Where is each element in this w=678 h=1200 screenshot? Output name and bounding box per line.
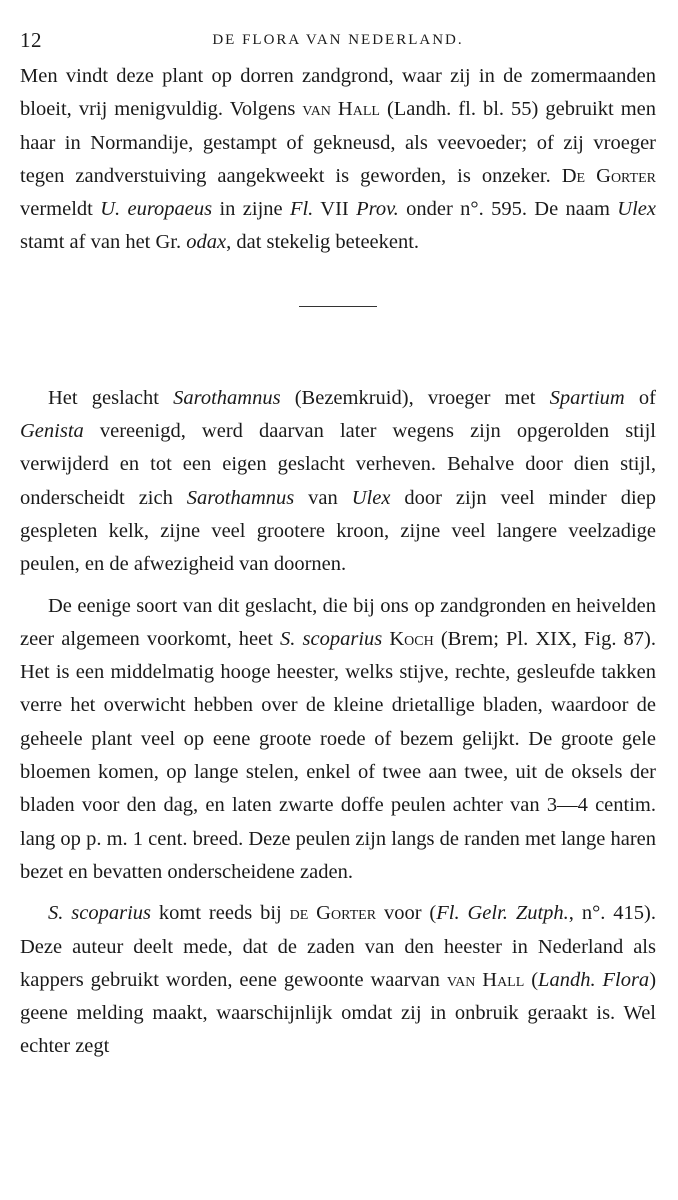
text-run: in zijne <box>212 198 290 221</box>
author-name: De Gorter <box>561 164 656 187</box>
text-run: , dat stekelig beteekent. <box>226 231 420 254</box>
section-divider <box>299 306 377 307</box>
author-name: de Gorter <box>289 902 377 925</box>
text-run: stamt af van het Gr. <box>20 231 187 254</box>
text-run: vereenigd, werd daarvan later wegens zijn opgerolden stijl verwijderd en tot een eigen geslacht verheven. Behalve door dien stijl, onderscheidt zich <box>20 420 656 509</box>
genus-name: Genista <box>20 420 84 443</box>
text-run: door zijn veel minder diep gespleten kelk, zijne veel grootere kroon, zijne veel langere veelzadige peulen, en de afwezigheid van doornen. <box>20 486 656 576</box>
work-title: Fl. Gelr. Zutph. <box>436 902 569 925</box>
text-run: vermeldt <box>20 198 101 221</box>
paragraph-sarothamnus <box>20 382 656 582</box>
work-title: Landh. Flora <box>538 968 650 991</box>
greek-word: odax <box>186 231 227 254</box>
text-run: onder n°. 595. De naam <box>398 198 618 221</box>
text-run: (Bezemkruid), vroeger met <box>280 386 550 409</box>
author-name: van Hall <box>302 98 380 121</box>
text-run: Men vindt deze plant op dorren zandgrond, waar zij in de zomermaanden bloeit, vrij menigvuldig. Volgens <box>20 65 656 121</box>
text-run: (Brem; Pl. XIX, Fig. 87). Het is een middelmatig hooge heester, welks stijve, rechte, gesleufde takken verre het overwicht hebben over de kleine drietallige bladen, waardoor de geheele plant veel op eene groote roede of bezem gelijkt. De groote gele bloemen komen, op lange stelen, enkel of twee aan twee, uit de oksels der bladen voor den dag, en laten zwarte doffe peulen achter van 3—4 centim. lang op p. m. 1 cent. breed. Deze peulen zijn langs de randen met lange haren bezet en bevatten onderscheidene zaden. <box>20 627 656 883</box>
text-run: ) geene melding maakt, waarschijnlijk omdat zij in onbruik geraakt is. Wel echter zegt <box>20 968 657 1058</box>
work-title: Fl. <box>289 198 314 221</box>
text-run: of <box>624 386 656 409</box>
species-name: S. scoparius <box>48 902 151 925</box>
text-run: komt reeds bij <box>151 902 290 925</box>
species-name: U. europaeus <box>100 198 213 221</box>
page-number: 12 <box>20 28 42 52</box>
work-title: Prov. <box>356 198 399 221</box>
paragraph-de-gorter <box>20 897 656 1063</box>
species-name: S. scoparius <box>280 627 383 650</box>
text-run: De eenige soort van dit geslacht, die bij ons op zandgronden en heivelden zeer algemeen voorkomt, heet <box>20 594 656 650</box>
text-run: van <box>294 486 352 509</box>
paragraph-scoparius <box>20 590 656 890</box>
author-name: van Hall <box>446 968 525 991</box>
author-name: Koch <box>389 627 434 650</box>
genus-name: Sarothamnus <box>186 486 295 509</box>
running-title: DE FLORA VAN NEDERLAND. <box>212 32 464 48</box>
paragraph-ulex <box>20 60 656 260</box>
text-run: VII <box>313 198 357 221</box>
book-page <box>20 28 656 1064</box>
text-run: (Landh. fl. bl. 55) gebruikt men haar in Normandije, gestampt of gekneusd, als veevoeder; of zij vroeger tegen zandverstuiving aangekweekt is geworden, is onzeker. <box>20 98 656 187</box>
genus-name: Spartium <box>549 386 625 409</box>
genus-name: Sarothamnus <box>173 386 281 409</box>
text-run: , n°. 415). Deze auteur deelt mede, dat de zaden van den heester in Nederland als kappers gebruikt worden, eene gewoonte waarvan <box>20 902 656 991</box>
genus-name: Ulex <box>351 486 391 509</box>
running-head <box>20 28 656 60</box>
text-run: Het geslacht <box>48 386 174 409</box>
text-run: ( <box>524 968 539 991</box>
genus-name: Ulex <box>617 198 656 221</box>
text-run: voor ( <box>376 902 437 925</box>
